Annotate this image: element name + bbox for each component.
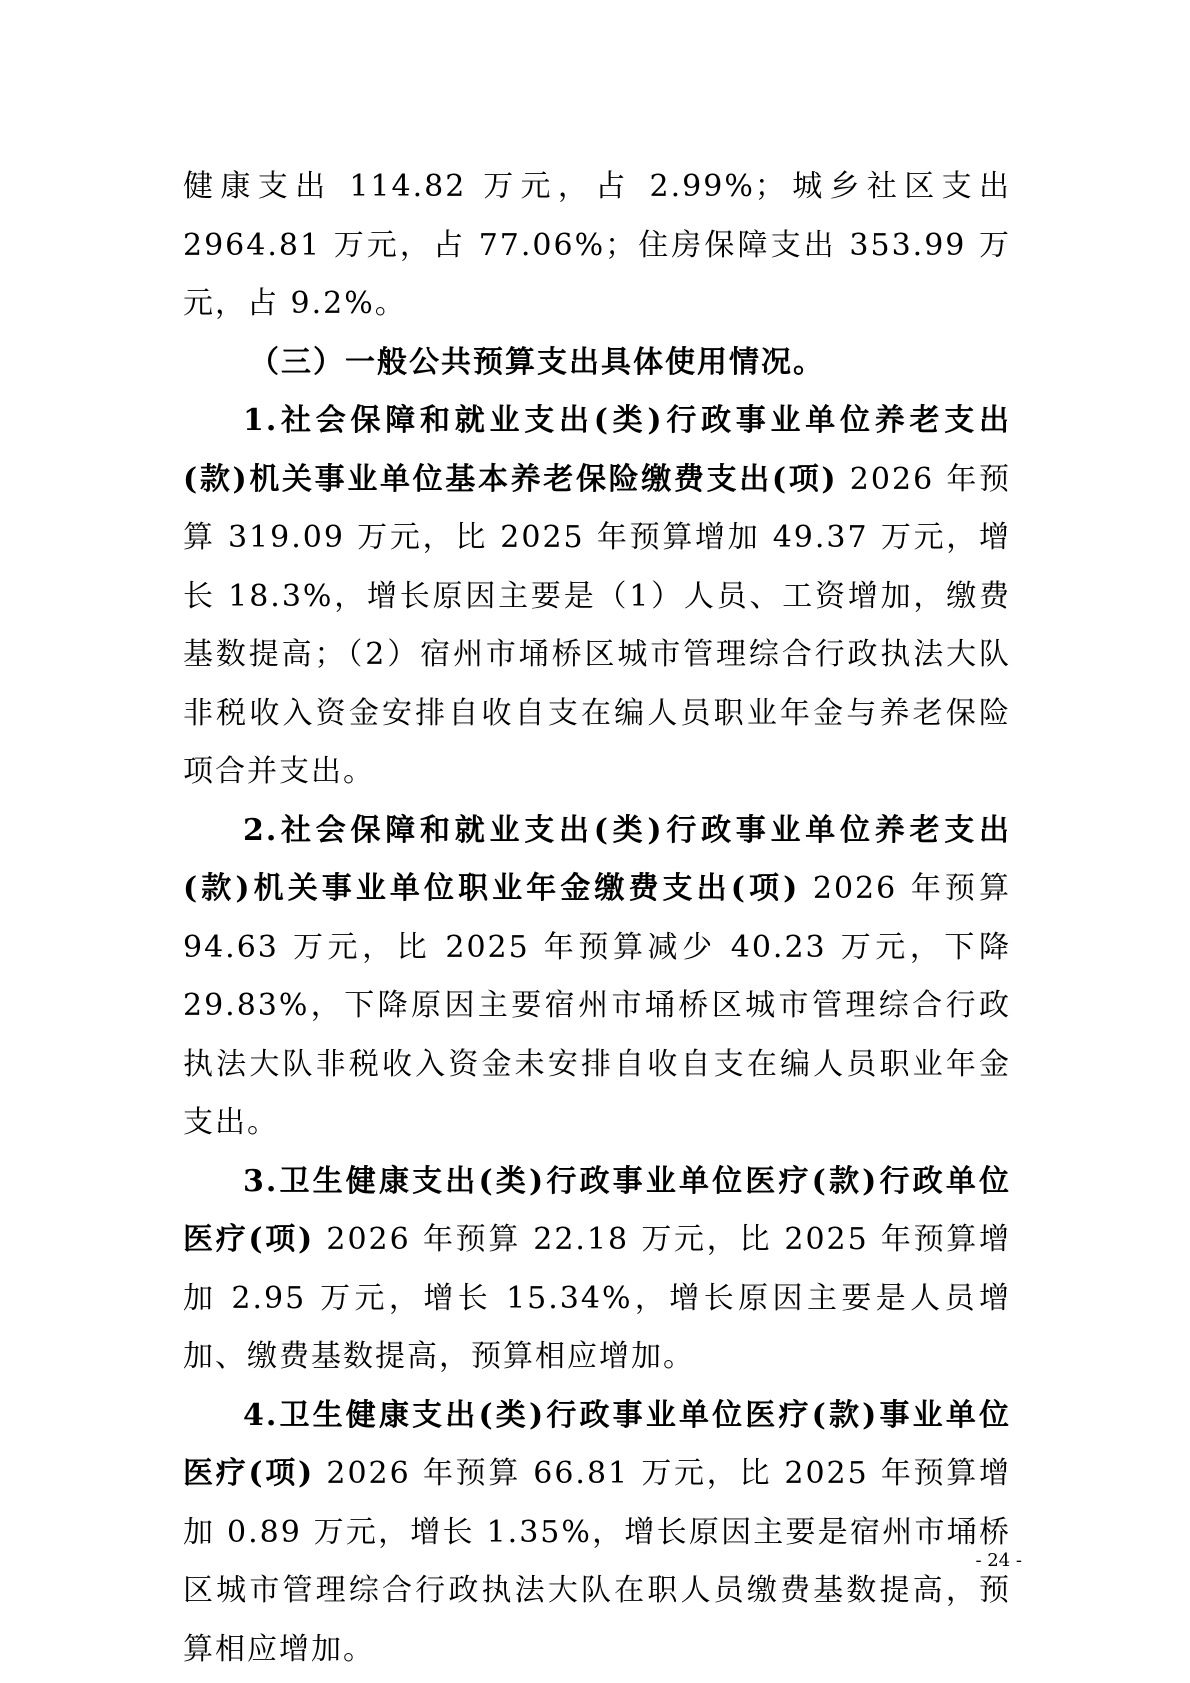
item-4-title: 4.卫生健康支出(类)行政事业单位医疗(款)事业单位医疗(项) (183, 1397, 1011, 1491)
item-1-body: 2026 年预算 319.09 万元，比 2025 年预算增加 49.37 万元，增长 18.3%，增长原因主要是（1）人员、工资增加，缴费基数提高；（2）宿州市埇桥区城市管理综合行政执法大队非税收入资金安排自收自支在编人员职业年金与养老保险项合并支出。 (183, 461, 1012, 789)
item-3-paragraph (183, 1153, 1011, 1387)
item-1-paragraph (183, 392, 1011, 802)
intro-paragraph: 健康支出 114.82 万元，占 2.99%；城乡社区支出 2964.81 万元，占 77.06%；住房保障支出 353.99 万元，占 9.2%。 (183, 169, 1011, 321)
item-3-title: 3.卫生健康支出(类)行政事业单位医疗(款)行政单位医疗(项) (183, 1163, 1011, 1257)
item-4-body: 2026 年预算 66.81 万元，比 2025 年预算增加 0.89 万元，增长 1.35%，增长原因主要是宿州市埇桥区城市管理综合行政执法大队在职人员缴费基数提高，预算相应增加。 (183, 1456, 1012, 1667)
item-2-paragraph (183, 802, 1011, 1153)
item-1-title: 1.社会保障和就业支出(类)行政事业单位养老支出(款)机关事业单位基本养老保险缴费支出(项) (183, 403, 1011, 497)
item-2-body: 2026 年预算 94.63 万元，比 2025 年预算减少 40.23 万元，下降 29.83%，下降原因主要宿州市埇桥区城市管理综合行政执法大队非税收入资金未安排自收自支在编人员职业年金支出。 (183, 871, 1011, 1140)
page-number: - 24 - (975, 1550, 1022, 1571)
item-2-title: 2.社会保障和就业支出(类)行政事业单位养老支出(款)机关事业单位职业年金缴费支出(项) (183, 812, 1011, 906)
item-4-paragraph (183, 1387, 1011, 1680)
document-page (183, 158, 1011, 1679)
section-heading: （三）一般公共预算支出具体使用情况。 (249, 344, 825, 380)
item-3-body: 2026 年预算 22.18 万元，比 2025 年预算增加 2.95 万元，增长 15.34%，增长原因主要是人员增加、缴费基数提高，预算相应增加。 (183, 1222, 1012, 1374)
